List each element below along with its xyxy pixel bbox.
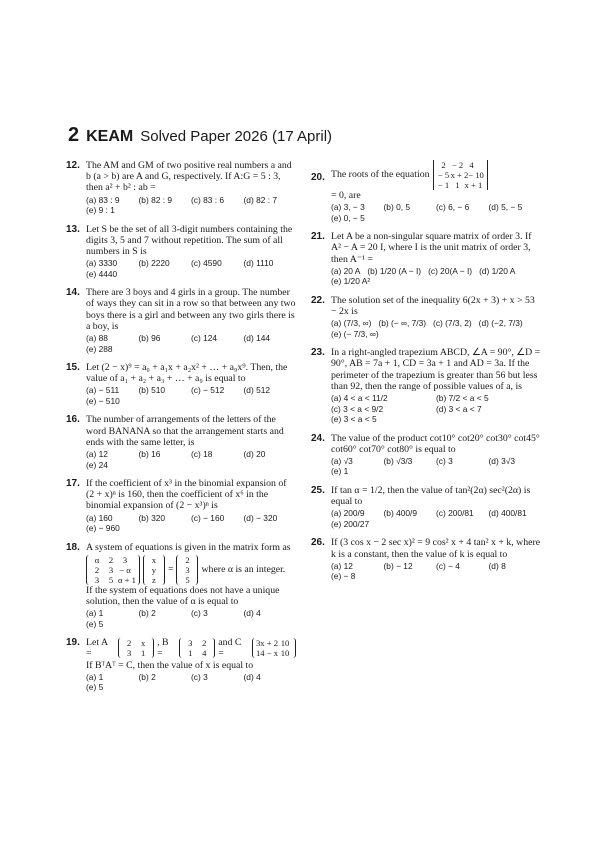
options xyxy=(331,202,541,223)
question-text-continued: = 0, are xyxy=(331,190,361,201)
determinant-equation: The roots of the equation 2 − 2 4 − 5x + 2− 10 − 1 1 x + 1 xyxy=(331,160,541,190)
option: (d) 82 : 7 xyxy=(243,194,278,205)
option: (c) (7/3, 2) xyxy=(433,318,472,329)
option: (a) 1 xyxy=(86,608,104,619)
option: (d) 3 < a < 7 xyxy=(436,403,482,414)
options xyxy=(86,672,296,693)
matrix-equation: α 2 3 2 3 − α 3 5 α + 1 x y z = 2 3 5 where α is an integer. xyxy=(86,555,296,585)
question-text: The solution set of the inequality 6(2x + 3) + x > 53 − 2x is xyxy=(331,294,535,318)
option: (a) 12 xyxy=(86,449,108,460)
option: (e) (− 7/3, ∞) xyxy=(331,328,379,339)
option: (a) (7/3, ∞) xyxy=(331,318,372,329)
question xyxy=(66,542,296,630)
question xyxy=(311,295,541,339)
question-text: The AM and GM of two positive real numbers a and b (a > b) are A and G, respectively. If A:G = 5 : 3, then a² + b² : ab = xyxy=(86,160,292,194)
option: (b) 16 xyxy=(138,449,161,460)
options xyxy=(86,608,296,629)
option: (a) 12 xyxy=(331,560,353,571)
option: (a) 3330 xyxy=(86,258,118,269)
option: (e) 9 : 1 xyxy=(86,205,115,216)
left-column xyxy=(66,160,296,701)
option: (e) 4440 xyxy=(86,268,118,279)
options xyxy=(331,266,541,287)
option: (b) 400/9 xyxy=(383,508,418,519)
option: (e) 5 xyxy=(86,618,104,629)
option: (b) 7/2 < a < 5 xyxy=(436,393,489,404)
options xyxy=(331,561,541,582)
question-text: In a right-angled trapezium ABCD, ∠A = 90°, ∠D = 90°, AB = 7a + 1, CD = 3a + 1 and AD = 3a. If the perimeter of the trapezium is greater than 56 but less than 92, then the range of possible values of a, is xyxy=(331,347,541,392)
options xyxy=(331,508,541,529)
question-text: If the coefficient of x³ in the binomial expansion of (2 + x)ⁿ is 160, then the coefficient of x⁶ in the binomial expansion of (2 − x³)ⁿ is xyxy=(86,478,287,512)
question-text: A system of equations is given in the matrix form as xyxy=(86,541,291,553)
question-text: If tan α = 1/2, then the value of tan²(2α) sec²(2α) is equal to xyxy=(331,484,531,508)
matrix-c: 3x + 2 10 14 − x 10 xyxy=(252,638,296,658)
question xyxy=(311,347,541,424)
question-text: The value of the product cot10° cot20° cot30° cot45° cot60° cot70° cot80° is equal to xyxy=(331,432,540,455)
options xyxy=(331,318,541,339)
variable-vector: x y z xyxy=(143,555,165,585)
question-number: 23. xyxy=(311,347,325,359)
question xyxy=(66,224,296,280)
option: (a) 1 xyxy=(86,671,104,682)
options xyxy=(86,333,296,354)
option: (c) − 160 xyxy=(191,512,225,523)
option: (e) − 960 xyxy=(86,523,120,534)
options xyxy=(86,385,296,406)
question-text: Let (2 − x)⁹ = a₀ + a₁x + a₂x² + … + a₉x⁹. Then, the value of a₁ + a₂ + a₃ + … + a₉ is equal to xyxy=(86,362,288,385)
options xyxy=(86,449,296,470)
option: (a) √3 xyxy=(331,455,353,466)
option: (c) 18 xyxy=(191,449,213,460)
question-text: There are 3 boys and 4 girls in a group. The number of ways they can sit in a row so that between any two boys there is a girl and between any two girls there is a boy, is xyxy=(86,287,296,332)
paper-subtitle: Solved Paper 2026 (17 April) xyxy=(140,128,333,145)
option: (c) 3 xyxy=(191,608,208,619)
exam-name: KEAM xyxy=(86,128,134,145)
question-number: 13. xyxy=(66,223,80,235)
option: (c) 124 xyxy=(191,333,218,344)
option: (b) √3/3 xyxy=(383,455,413,466)
options xyxy=(331,456,541,477)
option: (e) 200/27 xyxy=(331,518,370,529)
option: (d) 144 xyxy=(243,333,271,344)
option: (e) − 510 xyxy=(86,395,120,406)
question-number: 26. xyxy=(311,537,325,549)
option: (a) − 511 xyxy=(86,385,120,396)
option: (d) 3√3 xyxy=(488,455,515,466)
option: (c) 83 : 6 xyxy=(191,194,225,205)
question xyxy=(311,485,541,529)
option: (c) 3 xyxy=(191,671,208,682)
question xyxy=(311,433,541,477)
question-number: 17. xyxy=(66,478,80,490)
option: (b) − 12 xyxy=(383,560,413,571)
option: (d) 20 xyxy=(243,449,266,460)
question-number: 20. xyxy=(311,172,325,183)
matrix-a: 2 x 3 1 xyxy=(118,638,154,658)
question-number: 15. xyxy=(66,362,80,374)
option: (c) 3 xyxy=(436,455,453,466)
option: (c) − 4 xyxy=(436,560,460,571)
option: (d) 1/20 A xyxy=(479,265,516,276)
matrix-definitions: Let A = 2 x 3 1 , B = 3 2 1 4 and C = 3x + 2 10 14 − x 10 xyxy=(86,637,296,659)
question-text: The number of arrangements of the letters of the word BANANA so that the arrangement starts and ends with the same letter, is xyxy=(86,414,284,448)
question xyxy=(311,537,541,581)
option: (c) 20(A − I) xyxy=(428,265,473,276)
question xyxy=(66,160,296,216)
option: (b) 82 : 9 xyxy=(138,194,173,205)
option: (d) − 320 xyxy=(243,512,278,523)
options xyxy=(331,393,541,425)
matrix-b: 3 2 1 4 xyxy=(179,638,215,658)
question-text-continued: If the system of equations does not have a unique solution, then the value of α is equal to xyxy=(86,584,280,608)
option: (d) 4 xyxy=(243,671,261,682)
question-number: 19. xyxy=(66,637,80,649)
option: (e) 1/20 A² xyxy=(331,276,371,287)
question-text: Let A be a non-singular square matrix of order 3. If A² − A = 20 I, where I is the unit matrix of order 3, then A⁻¹ = xyxy=(331,231,532,265)
option: (c) 4590 xyxy=(191,258,222,269)
question xyxy=(311,160,541,223)
question-text: If (3 cos x − 2 sec x)² = 9 cos² x + 4 tan² x + k, where k is a constant, then the value of k is equal to xyxy=(331,537,541,560)
option: (b) 2 xyxy=(138,608,156,619)
option: (b) 2220 xyxy=(138,258,170,269)
question xyxy=(311,231,541,287)
right-column xyxy=(311,160,541,590)
option: (d) 1110 xyxy=(243,258,274,269)
option: (e) 3 < a < 5 xyxy=(331,414,377,425)
question xyxy=(66,414,296,470)
option: (b) 1/20 (A − I) xyxy=(367,265,422,276)
option: (b) 2 xyxy=(138,671,156,682)
option: (a) 200/9 xyxy=(331,508,365,519)
option: (b) 96 xyxy=(138,333,161,344)
page-header xyxy=(68,124,332,147)
question-number: 18. xyxy=(66,541,80,553)
question xyxy=(66,362,296,406)
option: (c) 200/81 xyxy=(436,508,474,519)
option: (e) 1 xyxy=(331,466,349,477)
option: (c) − 512 xyxy=(191,385,225,396)
question-text-continued: If BᵀAᵀ = C, then the value of x is equal to xyxy=(86,659,254,671)
option: (b) (− ∞, 7/3) xyxy=(378,318,427,329)
matrix-note: where α is an integer. xyxy=(201,564,286,576)
option: (d) (−2, 7/3) xyxy=(478,318,523,329)
option: (a) 88 xyxy=(86,333,108,344)
question-number: 25. xyxy=(311,484,325,496)
option: (a) 4 < a < 11/2 xyxy=(331,393,388,404)
question-number: 12. xyxy=(66,160,80,171)
coefficient-matrix: α 2 3 2 3 − α 3 5 α + 1 xyxy=(86,555,140,585)
question-number: 14. xyxy=(66,287,80,299)
option: (d) 5, − 5 xyxy=(488,202,523,213)
option: (e) 0, − 5 xyxy=(331,212,365,223)
constant-vector: 2 3 5 xyxy=(176,555,198,585)
question-number: 24. xyxy=(311,432,325,444)
option: (d) 8 xyxy=(488,560,506,571)
question xyxy=(66,287,296,354)
option: (e) 288 xyxy=(86,343,113,354)
options xyxy=(86,513,296,534)
question xyxy=(66,478,296,534)
option: (e) 5 xyxy=(86,682,104,693)
option: (b) 320 xyxy=(138,512,166,523)
option: (e) − 8 xyxy=(331,571,356,582)
page-number: 2 xyxy=(68,124,80,146)
option: (a) 3, − 3 xyxy=(331,202,365,213)
options xyxy=(86,195,296,216)
option: (d) 400/81 xyxy=(488,508,527,519)
option: (a) 20 A xyxy=(331,265,361,276)
option: (a) 83 : 9 xyxy=(86,194,120,205)
option: (c) 6, − 6 xyxy=(436,202,470,213)
option: (a) 160 xyxy=(86,512,113,523)
question xyxy=(66,637,296,693)
option: (c) 3 < a < 9/2 xyxy=(331,403,384,414)
question-number: 16. xyxy=(66,414,80,426)
option: (e) 24 xyxy=(86,459,108,470)
question-text: Let S be the set of all 3-digit numbers containing the digits 3, 5 and 7 without repetition. The sum of all numbers in S is xyxy=(86,223,293,258)
question-number: 21. xyxy=(311,231,325,243)
option: (b) 510 xyxy=(138,385,166,396)
question-number: 22. xyxy=(311,294,325,306)
option: (d) 512 xyxy=(243,385,271,396)
option: (b) 0, 5 xyxy=(383,202,411,213)
options xyxy=(86,258,296,279)
option: (d) 4 xyxy=(243,608,261,619)
determinant: 2 − 2 4 − 5x + 2− 10 − 1 1 x + 1 xyxy=(433,160,488,190)
